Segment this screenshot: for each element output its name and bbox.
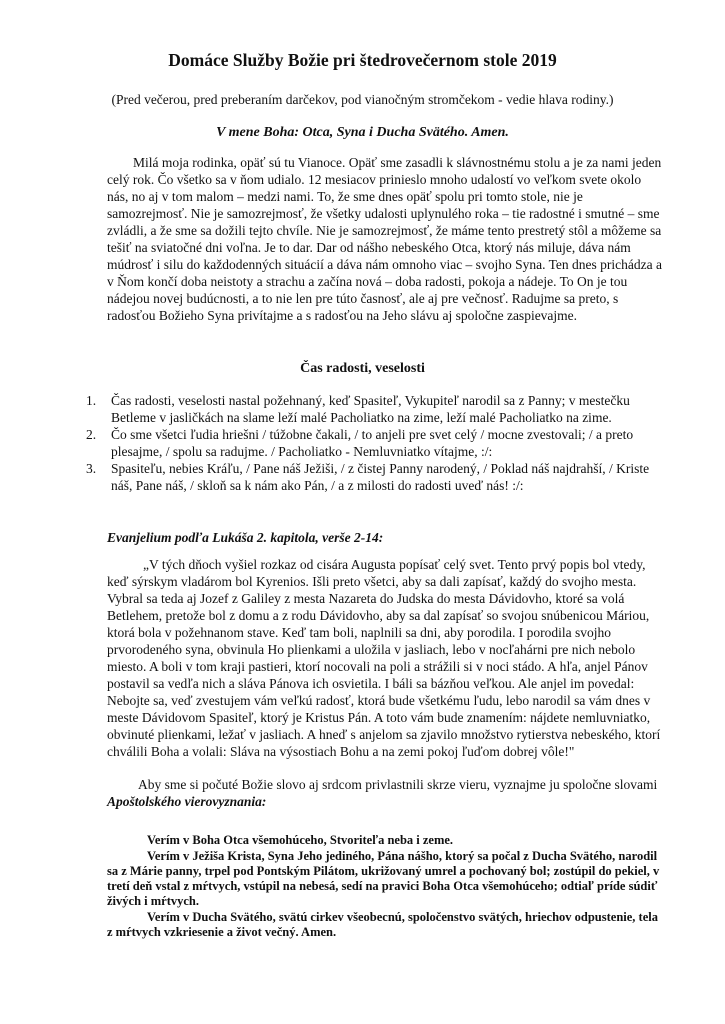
- creed-article-father: Verím v Boha Otca všemohúceho, Stvoriteľa neba i zeme.: [147, 833, 454, 847]
- verse-number: 1.: [86, 393, 97, 408]
- creed-intro-text: Aby sme si počuté Božie slovo aj srdcom privlastnili skrze vieru, vyznajme ju spoločne slovami: [138, 777, 658, 792]
- song-verse: [86, 426, 671, 460]
- creed-intro: [107, 776, 662, 810]
- song-verse-list: [86, 392, 671, 494]
- song-verse: [86, 460, 671, 494]
- gospel-heading: Evanjelium podľa Lukáša 2. kapitola, verše 2-14:: [107, 530, 384, 545]
- creed-article-son: Verím v Ježiša Krista, Syna Jeho jediného, Pána nášho, ktorý sa počal z Ducha Svätého, narodil sa z Márie panny, trpel pod Pontským Pilátom, ukrižovaný umrel a pochovaný bol; zostúpil do pekiel, v tretí deň vstal z mŕtvych, vstúpil na nebesá, sedí na pravici Boha Otca všemohúceho; odtiaľ príde súdiť živých i mŕtvych.: [107, 849, 660, 908]
- gospel-text: „V tých dňoch vyšiel rozkaz od cisára Augusta popísať celý svet. Tento prvý popis bol vtedy, keď sýrskym vladárom bol Kyrenios. Išli preto všetci, aby sa dali zapísať, každý do svojho mesta. Vybral sa teda aj Jozef z Galiley z mesta Nazareta do Judska do mesta Dávidovho, ktoré sa volá Betlehem, pretože bol z domu a z rodu Dávidovho, aby sa dal zapísať so svojou snúbenicou Máriou, ktorá bola v požehnanom stave. Keď tam boli, naplnili sa dni, aby porodila. I porodila svojho prvorodeného syna, obvinula Ho plienkami a uložila v jasliach, lebo v nocľahárni pre nich nebolo miesto. A boli v tom kraji pastieri, ktorí nocovali na poli a strážili si v noci stádo. A hľa, anjel Pánov postavil sa vedľa nich a sláva Pánova ich osvietila. I báli sa bázňou veľkou. Ale anjel im povedal: Nebojte sa, veď zvestujem vám veľkú radosť, ktorá bude všetkému ľudu, lebo narodil sa vám dnes v meste Dávidovom Spasiteľ, ktorý je Kristus Pán. A toto vám bude znamením: nájdete nemluvniatko, obvinuté plienkami, ležať v jasliach. A hneď s anjelom sa zjavilo množstvo rytierstva nebeského, ktorí chválili Boha a volali: Sláva na výsostiach Bohu a na zemi pokoj ľuďom dobrej vôle!": [107, 557, 661, 759]
- invocation: V mene Boha: Otca, Syna i Ducha Svätého. Amen.: [216, 125, 509, 140]
- song-title: Čas radosti, veselosti: [300, 361, 425, 376]
- verse-text: Čas radosti, veselosti nastal požehnaný, keď Spasiteľ, Vykupiteľ narodil sa z Panny; v mestečku Betleme v jasličkách na slame leží malé Pacholiatko na zime, leží malé Pacholiatko na zime.: [111, 393, 630, 425]
- document-subtitle: (Pred večerou, pred preberaním darčekov, pod vianočným stromčekom - vedie hlava rodiny.): [111, 92, 614, 107]
- verse-number: 2.: [86, 427, 97, 442]
- verse-text: Spasiteľu, nebies Kráľu, / Pane náš Ježiši, / z čistej Panny narodený, / Poklad náš najdrahší, / Kriste náš, Pane náš, / skloň sa k nám ako Pán, / a z milosti do radosti uveď nás! :/:: [111, 461, 650, 493]
- document-title: Domáce Služby Božie pri štedrovečernom stole 2019: [168, 50, 557, 70]
- song-verse: [86, 392, 671, 426]
- intro-paragraph: Milá moja rodinka, opäť sú tu Vianoce. Opäť sme zasadli k slávnostnému stolu a je za nami jeden celý rok. Čo všetko sa v ňom udialo. 12 mesiacov prinieslo mnoho udalostí vo veľkom svete okolo nás, no aj v tom malom – medzi nami. To, že sme dnes opäť spolu pri tomto stole, nie je samozrejmosť. Nie je samozrejmosť, že všetky udalosti uplynulého roka – tie radostné i smutné – sme zvládli, a že sme sa dožili tejto chvíle. Nie je samozrejmosť, že máme tento prestretý stôl a môžeme sa tešiť na sviatočné dni voľna. Je to dar. Dar od nášho nebeského Otca, ktorý nás miluje, dáva nám múdrosť i silu do každodenných situácií a dáva nám omnoho viac – svojho Syna. Ten dnes prichádza a v Ňom končí doba neistoty a strachu a začína nová – doba radosti, pokoja a nádeje. To On je tou nádejou novej budúcnosti, a to nie len pre túto časnosť, ale aj pre večnosť. Radujme sa preto, s radosťou Božieho Syna privítajme a s radosťou na Jeho slávu aj spoločne zaspievajme.: [107, 155, 662, 323]
- creed-intro-emphasis: Apoštolského vierovyznania:: [107, 794, 267, 809]
- verse-number: 3.: [86, 461, 97, 476]
- verse-text: Čo sme všetci ľudia hriešni / túžobne čakali, / to anjeli pre svet celý / mocne zvestovali; / a preto plesajme, / spolu sa radujme. / Pacholiatko - Nemluvniatko vítajme, :/:: [111, 427, 634, 459]
- creed-article-spirit: Verím v Ducha Svätého, svätú cirkev všeobecnú, spoločenstvo svätých, hriechov odpustenie, tela z mŕtvych vzkriesenie a život večný. Amen.: [107, 910, 658, 939]
